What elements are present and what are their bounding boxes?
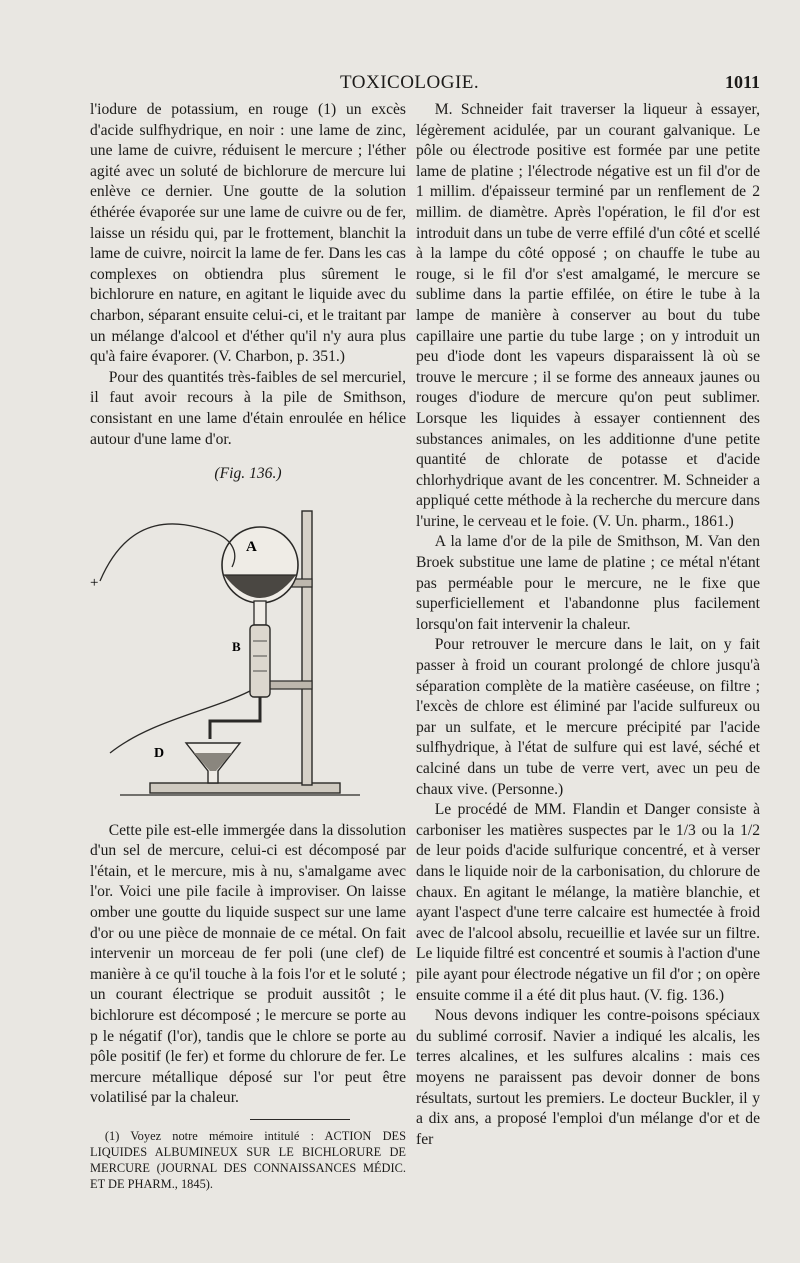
left-paragraph-3: Cette pile est-elle immergée dans la dissolution d'un sel de mercure, celui-ci est décomposé par l'étain, et le mercure, mis à nu, s'amalgame avec l'or. Voici une pile facile à improviser. On laisse omber une goutte du liquide suspect sur une lame d'or ou une pièce de monnaie de ce métal. On fait intervenir un morceau de fer poli (une clef) de manière à ce qu'il touche à la fois l'or et le soluté ; un courant électrique se produit aussitôt ; le bichlorure est décomposé ; le mercure se porte au p le négatif (l'or), tandis que le chlore se porte au pôle positif (le fer) et forme du chlorure de fer. Le mercure métallique déposé sur l'or peut être volatilisé par la chaleur. (90, 821, 406, 1107)
right-paragraph-4: Le procédé de MM. Flandin et Danger consiste à carboniser les matières suspectes par le 1/3 ou la 1/2 de leur poids d'acide sulfurique concentré, et à verser dans le liquide noir de la carbonisation, du chlorure de chaux. En agitant le mélange, la matière blanchie, et ayant l'aspect d'une terre calcaire est humectée à froid avec de l'alcool absolu, recueillie et lavée sur un filtre. Le liquide filtré est concentré et soumis à l'action d'une pile ayant pour électrode négative un fil d'or ; on opère ensuite comme il a été dit plus haut. (V. fig. 136.) (416, 801, 760, 1004)
label-plus: + (90, 574, 99, 591)
page-number: 1011 (724, 72, 760, 92)
right-paragraph-2: A la lame d'or de la pile de Smithson, M. Van den Broek substitue une lame de platine ; ce métal n'étant pas perméable pour le mercure, ne le fixe que superficiellement et l'abandonne plus facilement lorsqu'on fait intervenir la chaleur. (416, 533, 760, 633)
lower-clamp (266, 681, 312, 689)
label-d: D (154, 745, 165, 761)
page-header (90, 72, 760, 96)
wire-positive (100, 524, 235, 581)
right-paragraph-3: Pour retrouver le mercure dans le lait, on y fait passer à froid un courant prolongé de chlore jusqu'à séparation complète de la matière caséeuse, on filtre ; l'excès de chlore est éliminé par l'acide sulfureux ou par un sulfate, et le mercure précipité par l'acide sulfhydrique, à l'état de sulfure qui est lavé, séché et calciné dans un tube de verre vert, avec un peu de chaux vive. (Personne.) (416, 636, 760, 798)
left-paragraph-1: l'iodure de potassium, en rouge (1) un excès d'acide sulfhydrique, en noir : une lame de zinc, une lame de cuivre, réduisent le mercure ; l'éther agité avec un soluté de bichlorure de mercure lui enlève ce dernier. Une goutte de la solution éthérée évaporée sur une lame de cuivre ou de fer, laisse un résidu qui, par le frottement, blanchit la lame de cuivre, noircit la lame de fer. Dans les cas complexes on obtiendra plus sûrement le bichlorure en nature, en agitant le liquide avec du charbon, séparant ensuite celui-ci, et le traitant par un mélange d'alcool et d'éther qu'il n'y aura plus qu'à faire évaporer. (V. Charbon, p. 351.) (90, 101, 406, 366)
left-paragraph-2: Pour des quantités très-faibles de sel mercuriel, il faut avoir recours à la pile de Smithson, consistant en une lame d'étain enroulée en hélice autour d'une lame d'or. (90, 368, 406, 448)
right-column (416, 100, 760, 1150)
outlet-tube (210, 697, 260, 739)
label-b: B (232, 638, 241, 654)
flask-neck (254, 601, 266, 625)
figure-caption: (Fig. 136.) (214, 465, 282, 483)
footnote-separator (250, 1119, 350, 1120)
glass-d-liquid (194, 753, 232, 771)
running-title: TOXICOLOGIE. (340, 72, 480, 93)
label-a: A (246, 538, 257, 555)
drop (209, 727, 212, 730)
tube-b (250, 625, 270, 697)
smithson-pile-figure (90, 491, 406, 821)
right-paragraph-5: Nous devons indiquer les contre-poisons spéciaux du sublimé corrosif. Navier a indiqué les alcalis, les terres alcalines, et les sulfures alcalins : mais ces moyens ne paraissent pas devoir donner de bons résultats, surtout les premiers. Le docteur Buckler, il y a dix ans, a proposé l'emploi d'un mélange d'or et de fer (416, 1007, 760, 1148)
flask-a-liquid (224, 575, 296, 598)
right-paragraph-1: M. Schneider fait traverser la liqueur à essayer, légèrement acidulée, par un courant galvanique. Le pôle ou électrode positive est formée par une petite lame de platine ; l'électrode négative est un fil d'or de 1 millim. d'épaisseur terminé par un renflement de 2 millim. de diamètre. Après l'opération, le fil d'or est introduit dans un tube de verre effilé d'un côté et scellé à la lampe du côté opposé ; on chauffe le tube au rouge, si le fil d'or s'est amalgamé, le mercure se sublime dans la partie effilée, on étire le tube à la lampe de manière à conserver au bout du tube capillaire une partie du tube large ; on y introduit un peu d'iode dont les vapeurs disparaissent là où se trouve le mercure ; il se forme des anneaux jaunes ou rouges d'iodure de mercure qu'on peut sublimer. Lorsque les liquides à essayer contiennent des substances animales, on les additionne d'une petite quantité de chlorate de potasse et d'acide chlorhydrique avant de les concentrer. M. Schneider a appliqué cette méthode à la recherche du mercure dans l'urine, le cerveau et le foie. (V. Un. pharm., 1861.) (416, 101, 760, 530)
footnote: (1) Voyez notre mémoire intitulé : ACTION DES LIQUIDES ALBUMINEUX SUR LE BICHLORURE DE MERCURE (JOURNAL DES CONNAISSANCES MÉDIC. ET DE PHARM., 1845). (90, 1129, 406, 1191)
stand-rod (302, 511, 312, 785)
left-column (90, 100, 406, 1192)
